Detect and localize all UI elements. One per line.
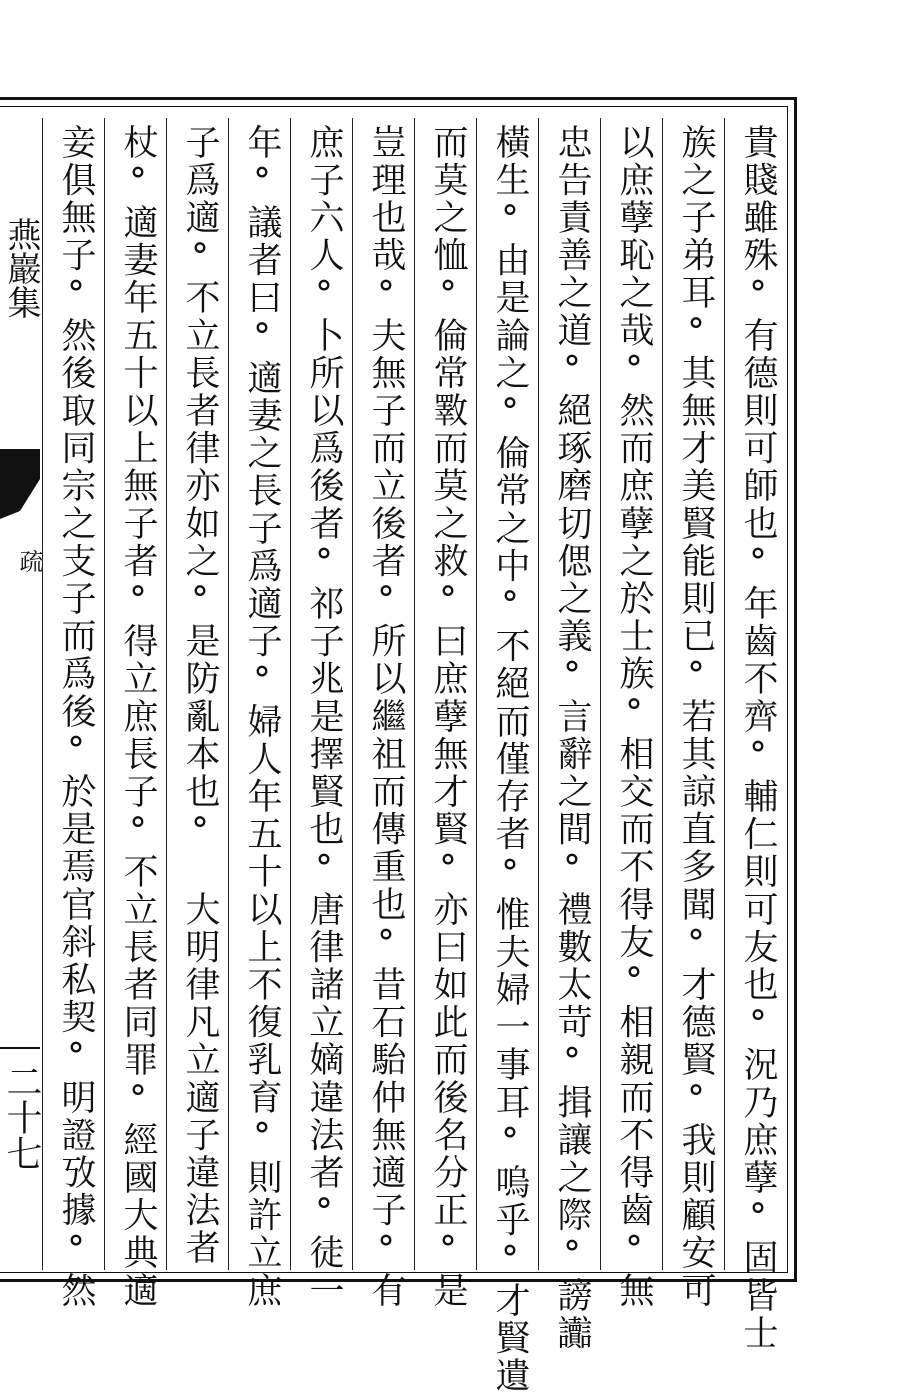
column-divider bbox=[414, 118, 415, 1270]
book-title: 燕巖集 bbox=[1, 217, 41, 319]
column-divider bbox=[352, 118, 353, 1270]
column-divider bbox=[166, 118, 167, 1270]
text-column-4: 忠告責善之道°絕琢磨切偲之義°言辭之間°禮數太苛°揖讓之際°謗讟 bbox=[552, 124, 592, 1353]
text-column-9: 年°議者曰°適妻之長子爲適子°婦人年五十以上不復乳育°則許立庶 bbox=[242, 124, 282, 1310]
text-column-10: 子爲適°不立長者律亦如之°是防亂本也° 大明律凡立適子違法者 bbox=[180, 124, 220, 1267]
column-divider bbox=[476, 118, 477, 1270]
text-column-7: 豈理也哉°夫無子而立後者°所以繼祖而傳重也°昔石駘仲無適子°有 bbox=[366, 124, 406, 1310]
text-column-8: 庶子六人°卜所以爲後者°祁子兆是擇賢也°唐律諸立嫡違法者°徒一 bbox=[304, 124, 344, 1310]
text-column-6: 而莫之恤°倫常斁而莫之救°曰庶孽無才賢°亦曰如此而後名分正°是 bbox=[428, 124, 468, 1310]
column-divider bbox=[538, 118, 539, 1270]
column-divider bbox=[290, 118, 291, 1270]
text-column-2: 族之子弟耳°其無才美賢能則已°若其諒直多聞°才德賢°我則顧安可 bbox=[676, 124, 716, 1310]
text-column-5: 橫生°由是論之°倫常之中°不絕而僅存者°惟夫婦一事耳°嗚乎°才賢遺 bbox=[490, 124, 530, 1395]
text-column-3: 以庶孽恥之哉°然而庶孽之於士族°相交而不得友°相親而不得齒°無 bbox=[614, 124, 654, 1310]
column-divider bbox=[724, 118, 725, 1270]
column-divider bbox=[662, 118, 663, 1270]
page-number: 二十七 bbox=[1, 1063, 42, 1171]
column-divider bbox=[600, 118, 601, 1270]
text-column-12: 妾俱無子°然後取同宗之支子而爲後°於是焉官斜私契°明證攷據°然 bbox=[56, 124, 96, 1310]
column-divider bbox=[228, 118, 229, 1270]
text-column-1: 貴賤雖殊°有德則可師也°年齒不齊°輔仁則可友也°況乃庶孽°固皆士 bbox=[738, 124, 778, 1353]
text-column-11: 杖°適妻年五十以上無子者°得立庶長子°不立長者同罪°經國大典適 bbox=[118, 124, 158, 1310]
column-divider bbox=[104, 118, 105, 1270]
column-divider bbox=[42, 118, 43, 1270]
section-label: 疏 bbox=[15, 549, 43, 573]
